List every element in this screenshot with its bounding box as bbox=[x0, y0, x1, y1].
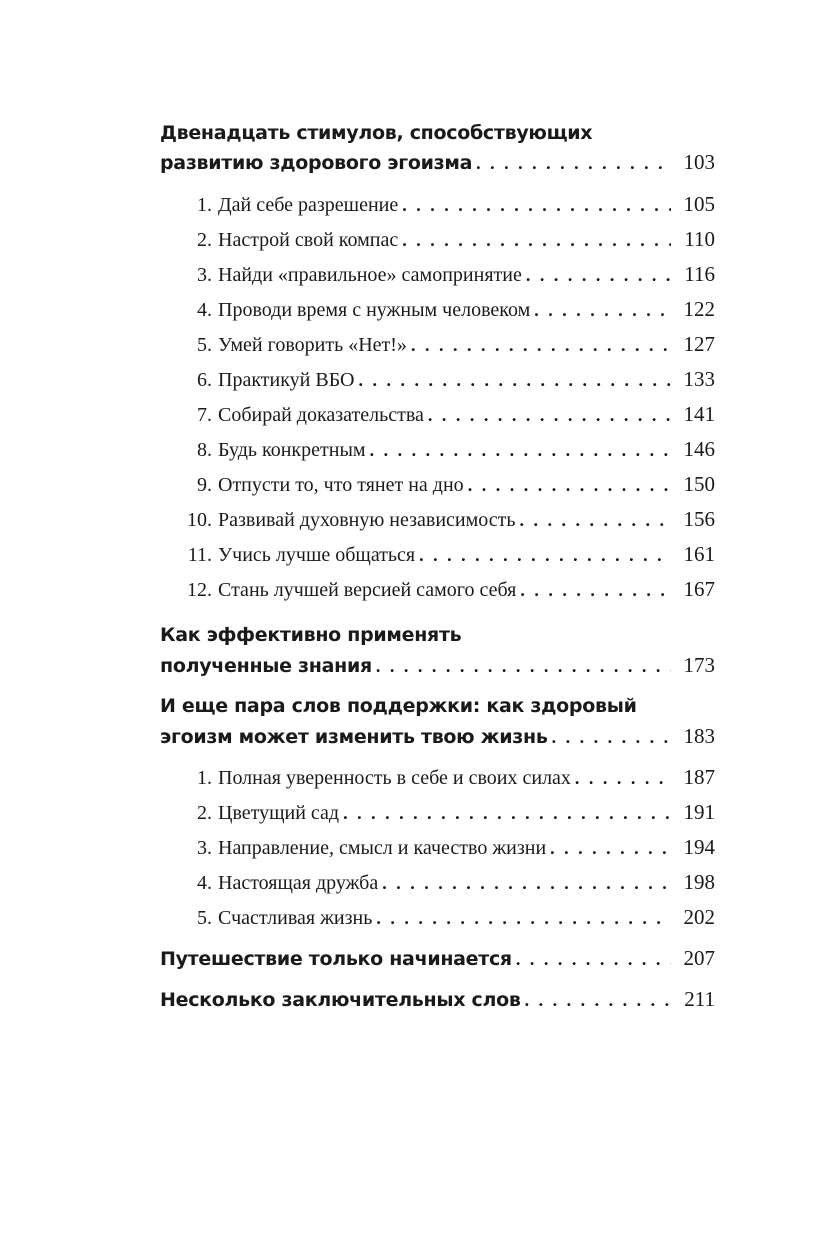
toc-entry[interactable] bbox=[160, 905, 715, 930]
item-title: Стань лучшей версией самого себя bbox=[218, 579, 517, 601]
section-title: Путешествие только начинается bbox=[160, 948, 512, 970]
page-number: 194 bbox=[683, 835, 715, 859]
dot-leader bbox=[534, 300, 671, 321]
toc-entry[interactable] bbox=[160, 472, 715, 497]
page-number: 127 bbox=[683, 332, 715, 356]
item-title: Отпусти то, что тянет на дно bbox=[218, 474, 464, 496]
item-title: Развивай духовную независимость bbox=[218, 509, 516, 531]
dot-leader bbox=[476, 153, 671, 174]
section-title-line: Как эффективно применять bbox=[160, 624, 462, 646]
item-title: Будь конкретным bbox=[218, 439, 366, 461]
dot-leader bbox=[358, 370, 671, 391]
item-number: 3. bbox=[197, 837, 212, 859]
dot-leader bbox=[550, 838, 671, 859]
item-title: Найди «правильное» самопринятие bbox=[218, 264, 522, 286]
item-number: 10. bbox=[187, 509, 212, 531]
page-number: 156 bbox=[683, 507, 715, 531]
item-number: 4. bbox=[197, 299, 212, 321]
item-number: 4. bbox=[197, 872, 212, 894]
item-title: Собирай доказательства bbox=[218, 404, 424, 426]
toc-entry[interactable] bbox=[160, 227, 715, 252]
item-title: Настоящая дружба bbox=[218, 872, 379, 894]
item-number: 5. bbox=[197, 334, 212, 356]
item-title: Проводи время с нужным человеком bbox=[218, 299, 531, 321]
dot-leader bbox=[370, 440, 671, 461]
item-number: 1. bbox=[197, 767, 212, 789]
dot-leader bbox=[428, 405, 671, 426]
page-number: 202 bbox=[683, 905, 715, 929]
page-number: 110 bbox=[684, 227, 715, 251]
dot-leader bbox=[520, 580, 671, 601]
dot-leader bbox=[419, 545, 671, 566]
toc-entry[interactable] bbox=[160, 367, 715, 392]
dot-leader bbox=[402, 230, 671, 251]
page-number: 133 bbox=[683, 367, 715, 391]
page-number: 105 bbox=[683, 192, 715, 216]
section-title-line: Двенадцать стимулов, способствующих bbox=[160, 122, 593, 144]
page-number: 211 bbox=[684, 987, 715, 1011]
section-title: Несколько заключительных слов bbox=[160, 989, 521, 1011]
toc-entry[interactable] bbox=[160, 150, 715, 175]
item-title: Полная уверенность в себе и своих силах bbox=[218, 767, 571, 789]
dot-leader bbox=[525, 990, 671, 1011]
section-title: развитию здорового эгоизма bbox=[160, 152, 473, 174]
section-title-line: И еще пара слов поддержки: как здоровый bbox=[160, 695, 637, 717]
item-number: 3. bbox=[197, 264, 212, 286]
dot-leader bbox=[382, 873, 671, 894]
item-number: 1. bbox=[197, 194, 212, 216]
page-number: 122 bbox=[683, 297, 715, 321]
page-number: 103 bbox=[683, 150, 715, 174]
dot-leader bbox=[516, 949, 671, 970]
page-number: 146 bbox=[683, 437, 715, 461]
item-number: 12. bbox=[187, 579, 212, 601]
toc-entry[interactable] bbox=[160, 724, 715, 749]
dot-leader bbox=[468, 475, 671, 496]
item-title: Учись лучше общаться bbox=[218, 544, 416, 566]
dot-leader bbox=[411, 335, 671, 356]
toc-entry[interactable] bbox=[160, 297, 715, 322]
page-number: 116 bbox=[684, 262, 715, 286]
toc-entry[interactable] bbox=[160, 192, 715, 217]
dot-leader bbox=[376, 656, 671, 677]
toc-entry[interactable] bbox=[160, 765, 715, 790]
toc-entry[interactable] bbox=[160, 800, 715, 825]
section-title: полученные знания bbox=[160, 655, 372, 677]
item-title: Дай себе разрешение bbox=[218, 194, 399, 216]
dot-leader bbox=[526, 265, 671, 286]
item-number: 2. bbox=[197, 802, 212, 824]
dot-leader bbox=[520, 510, 671, 531]
item-title: Цветущий сад bbox=[218, 802, 340, 824]
page-number: 207 bbox=[683, 946, 715, 970]
item-number: 7. bbox=[197, 404, 212, 426]
toc-entry[interactable] bbox=[160, 870, 715, 895]
page-number: 198 bbox=[683, 870, 715, 894]
toc-entry[interactable] bbox=[160, 437, 715, 462]
item-title: Умей говорить «Нет!» bbox=[218, 334, 407, 356]
page-number: 191 bbox=[683, 800, 715, 824]
item-title: Практикуй ВБО bbox=[218, 369, 355, 391]
toc-entry[interactable] bbox=[160, 987, 715, 1012]
item-number: 11. bbox=[187, 544, 212, 566]
item-title: Счастливая жизнь bbox=[218, 907, 373, 929]
toc-entry[interactable] bbox=[160, 332, 715, 357]
item-title: Направление, смысл и качество жизни bbox=[218, 837, 547, 859]
dot-leader bbox=[343, 803, 671, 824]
toc-entry[interactable] bbox=[160, 577, 715, 602]
page-number: 173 bbox=[683, 653, 715, 677]
dot-leader bbox=[552, 727, 671, 748]
page-number: 150 bbox=[683, 472, 715, 496]
toc-entry[interactable] bbox=[160, 507, 715, 532]
item-number: 6. bbox=[197, 369, 212, 391]
page-number: 167 bbox=[683, 577, 715, 601]
section-title: эгоизм может изменить твою жизнь bbox=[160, 726, 548, 748]
item-number: 2. bbox=[197, 229, 212, 251]
dot-leader bbox=[402, 195, 671, 216]
toc-entry[interactable] bbox=[160, 262, 715, 287]
item-title: Настрой свой компас bbox=[218, 229, 399, 251]
page-number: 161 bbox=[683, 542, 715, 566]
toc-entry[interactable] bbox=[160, 402, 715, 427]
page-number: 141 bbox=[683, 402, 715, 426]
item-number: 8. bbox=[197, 439, 212, 461]
page-number: 183 bbox=[683, 724, 715, 748]
toc-entry[interactable] bbox=[160, 542, 715, 567]
toc-entry[interactable] bbox=[160, 835, 715, 860]
dot-leader bbox=[575, 768, 671, 789]
page-number: 187 bbox=[683, 765, 715, 789]
toc-entry[interactable] bbox=[160, 946, 715, 971]
toc-entry[interactable] bbox=[160, 653, 715, 678]
item-number: 9. bbox=[197, 474, 212, 496]
dot-leader bbox=[376, 908, 671, 929]
item-number: 5. bbox=[197, 907, 212, 929]
